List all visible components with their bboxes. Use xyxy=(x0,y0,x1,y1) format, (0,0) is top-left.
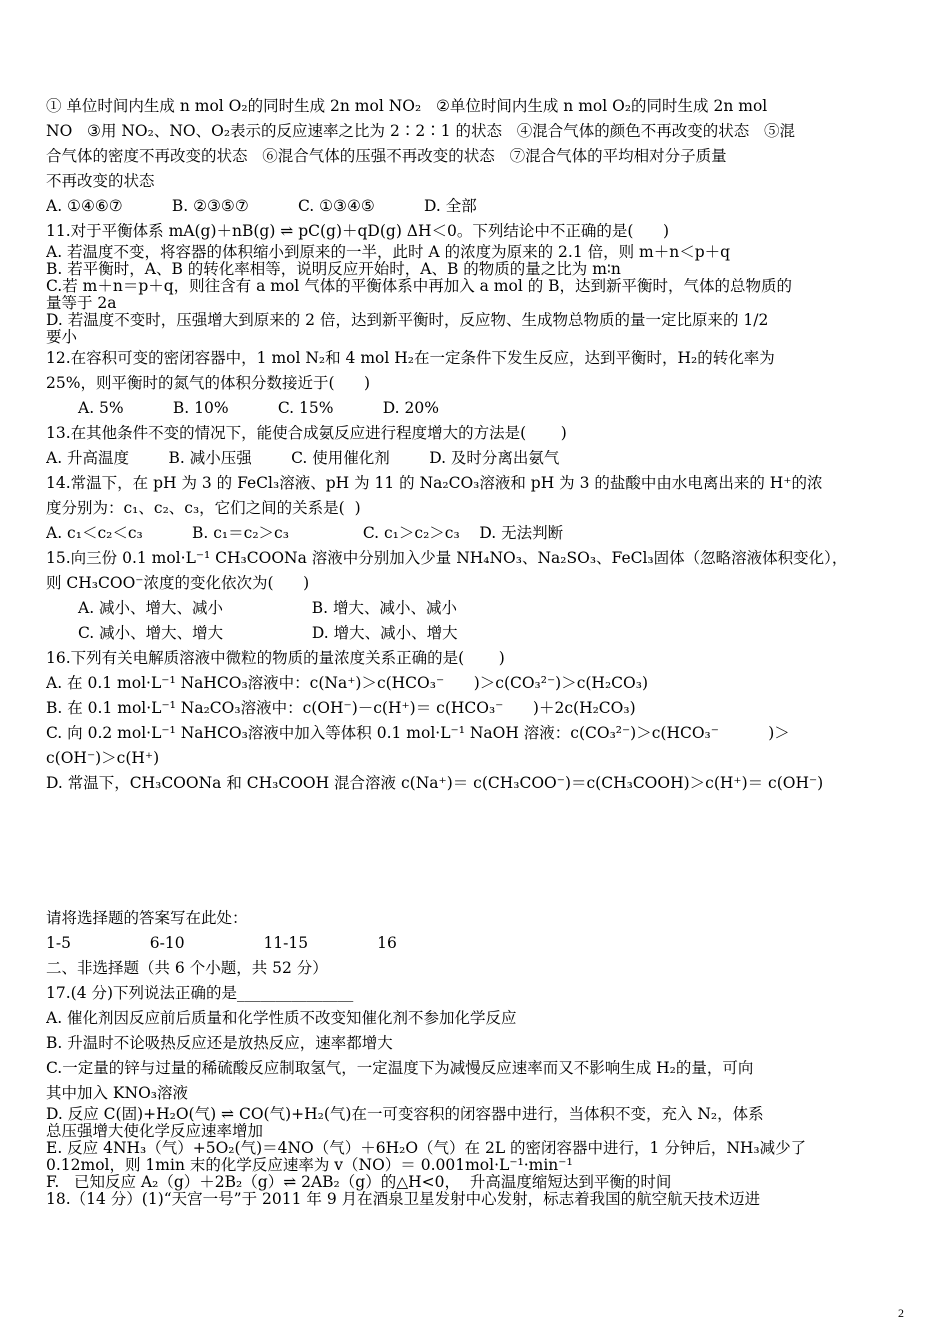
question-15-option-row-2: C. 减小、增大、增大 D. 增大、减小、增大 xyxy=(78,624,458,642)
text-line: 要小 xyxy=(46,329,78,346)
text-line: C. 向 0.2 mol·L⁻¹ NaHCO₃溶液中加入等体积 0.1 mol·L⁻¹ NaOH 溶液：c(CO₃²⁻)＞c(HCO₃⁻ )＞ xyxy=(46,724,790,742)
text-line: c(OH⁻)＞c(H⁺) xyxy=(46,749,160,767)
text-line: 11.对于平衡体系 mA(g)＋nB(g) ⇌ pC(g)＋qD(g) ΔH＜0。下列结论中不正确的是( ) xyxy=(46,222,670,240)
text-line: E. 反应 4NH₃（气）+5O₂(气)＝4NO（气）＋6H₂O（气）在 2L 的密闭容器中进行，1 分钟后，NH₃减少了 xyxy=(46,1140,807,1157)
text-line: A. 在 0.1 mol·L⁻¹ NaHCO₃溶液中：c(Na⁺)＞c(HCO₃⁻ )＞c(CO₃²⁻)＞c(H₂CO₃) xyxy=(46,674,648,692)
text-line: 度分别为：c₁、c₂、c₃，它们之间的关系是( ) xyxy=(46,499,361,517)
question-17-continued-and-18 xyxy=(46,1106,908,1208)
text-line: ① 单位时间内生成 n mol O₂的同时生成 2n mol NO₂ ②单位时间内生成 n mol O₂的同时生成 2n mol xyxy=(46,97,768,115)
questions-13-15 xyxy=(46,421,908,596)
text-line: 则 CH₃COO⁻浓度的变化依次为( ) xyxy=(46,574,310,592)
text-line: 15.向三份 0.1 mol·L⁻¹ CH₃COONa 溶液中分别加入少量 NH₄NO₃、Na₂SO₃、FeCl₃固体（忽略溶液体积变化）， xyxy=(46,549,848,567)
text-line: 16.下列有关电解质溶液中微粒的物质的量浓度关系正确的是( ) xyxy=(46,649,505,667)
question-11-choices xyxy=(46,244,908,346)
text-line: 14.常温下，在 pH 为 3 的 FeCl₃溶液、pH 为 11 的 Na₂CO₃溶液和 pH 为 3 的盐酸中由水电离出来的 H⁺的浓 xyxy=(46,474,823,492)
text-line: C.一定量的锌与过量的稀硫酸反应制取氢气，一定温度下为减慢反应速率而又不影响生成 H₂的量，可向 xyxy=(46,1059,754,1077)
text-line: A. ①④⑥⑦ B. ②③⑤⑦ C. ①③④⑤ D. 全部 xyxy=(46,197,477,215)
question-16 xyxy=(46,646,908,796)
text-line: 二、非选择题（共 6 个小题，共 52 分） xyxy=(46,959,328,977)
text-line: NO ③用 NO₂、NO、O₂表示的反应速率之比为 2∶2∶1 的状态 ④混合气体的颜色不再改变的状态 ⑤混 xyxy=(46,122,796,140)
text-line: A. c₁＜c₂＜c₃ B. c₁＝c₂＞c₃ C. c₁＞c₂＞c₃ D. 无法判断 xyxy=(46,524,564,542)
text-line: 请将选择题的答案写在此处： xyxy=(46,909,248,927)
text-line: 其中加入 KNO₃溶液 xyxy=(46,1084,188,1102)
page-number: 2 xyxy=(898,1306,904,1320)
text-line: D. 常温下，CH₃COONa 和 CH₃COOH 混合溶液 c(Na⁺)＝ c(CH₃COO⁻)＝c(CH₃COOH)＞c(H⁺)＝ c(OH⁻) xyxy=(46,774,824,792)
text-line: 25%，则平衡时的氮气的体积分数接近于( ) xyxy=(46,374,371,392)
text-line: B. 在 0.1 mol·L⁻¹ Na₂CO₃溶液中：c(OH⁻)－c(H⁺)＝ c(HCO₃⁻ )＋2c(H₂CO₃) xyxy=(46,699,636,717)
text-line: C.若 m＋n＝p＋q，则往含有 a mol 气体的平衡体系中再加入 a mol 的 B，达到新平衡时，气体的总物质的 xyxy=(46,278,793,295)
document-page xyxy=(46,94,908,1208)
question-10-options xyxy=(46,94,908,244)
text-line: A. 升高温度 B. 减小压强 C. 使用催化剂 D. 及时分离出氨气 xyxy=(46,449,560,467)
text-line: F. 已知反应 A₂（g）＋2B₂（g）⇌ 2AB₂（g）的△H<0， 升高温度缩短达到平衡的时间 xyxy=(46,1174,672,1191)
text-line: 总压强增大使化学反应速率增加 xyxy=(46,1123,264,1140)
text-line: D. 反应 C(固)+H₂O(气) ⇌ CO(气)+H₂(气)在一可变容积的闭容器中进行，当体积不变，充入 N₂，体系 xyxy=(46,1106,764,1123)
text-line: 17.(4 分)下列说法正确的是_______________ xyxy=(46,984,354,1002)
question-12-options: A. 5% B. 10% C. 15% D. 20% xyxy=(78,399,439,417)
text-line: 1-5 6-10 11-15 16 xyxy=(46,934,397,952)
text-line: D. 若温度不变时，压强增大到原来的 2 倍，达到新平衡时，反应物、生成物总物质的量一定比原来的 1/2 xyxy=(46,312,769,329)
text-line: B. 若平衡时，A、B 的转化率相等，说明反应开始时，A、B 的物质的量之比为 m∶n xyxy=(46,261,621,278)
text-line: 13.在其他条件不变的情况下，能使合成氨反应进行程度增大的方法是( ) xyxy=(46,424,567,442)
question-15-option-row-1: A. 减小、增大、减小 B. 增大、减小、减小 xyxy=(78,599,457,617)
text-line: 不再改变的状态 xyxy=(46,172,155,190)
text-line: 量等于 2a xyxy=(46,295,117,312)
spacer xyxy=(46,796,908,906)
text-line: A. 催化剂因反应前后质量和化学性质不改变知催化剂不参加化学反应 xyxy=(46,1009,517,1027)
text-line: 0.12mol，则 1min 末的化学反应速率为 v（NO）＝ 0.001mol·L⁻¹·min⁻¹ xyxy=(46,1157,573,1174)
text-line: 18.（14 分）(1)“天宫一号”于 2011 年 9 月在酒泉卫星发射中心发射，标志着我国的航空航天技术迈进 xyxy=(46,1191,761,1208)
text-line: B. 升温时不论吸热反应还是放热反应，速率都增大 xyxy=(46,1034,393,1052)
text-line: 合气体的密度不再改变的状态 ⑥混合气体的压强不再改变的状态 ⑦混合气体的平均相对分子质量 xyxy=(46,147,727,165)
question-12 xyxy=(46,346,908,396)
text-line: A. 若温度不变，将容器的体积缩小到原来的一半，此时 A 的浓度为原来的 2.1 倍，则 m＋n＜p＋q xyxy=(46,244,731,261)
answer-area-and-question-17 xyxy=(46,906,908,1106)
text-line: 12.在容积可变的密闭容器中，1 mol N₂和 4 mol H₂在一定条件下发生反应，达到平衡时，H₂的转化率为 xyxy=(46,349,775,367)
